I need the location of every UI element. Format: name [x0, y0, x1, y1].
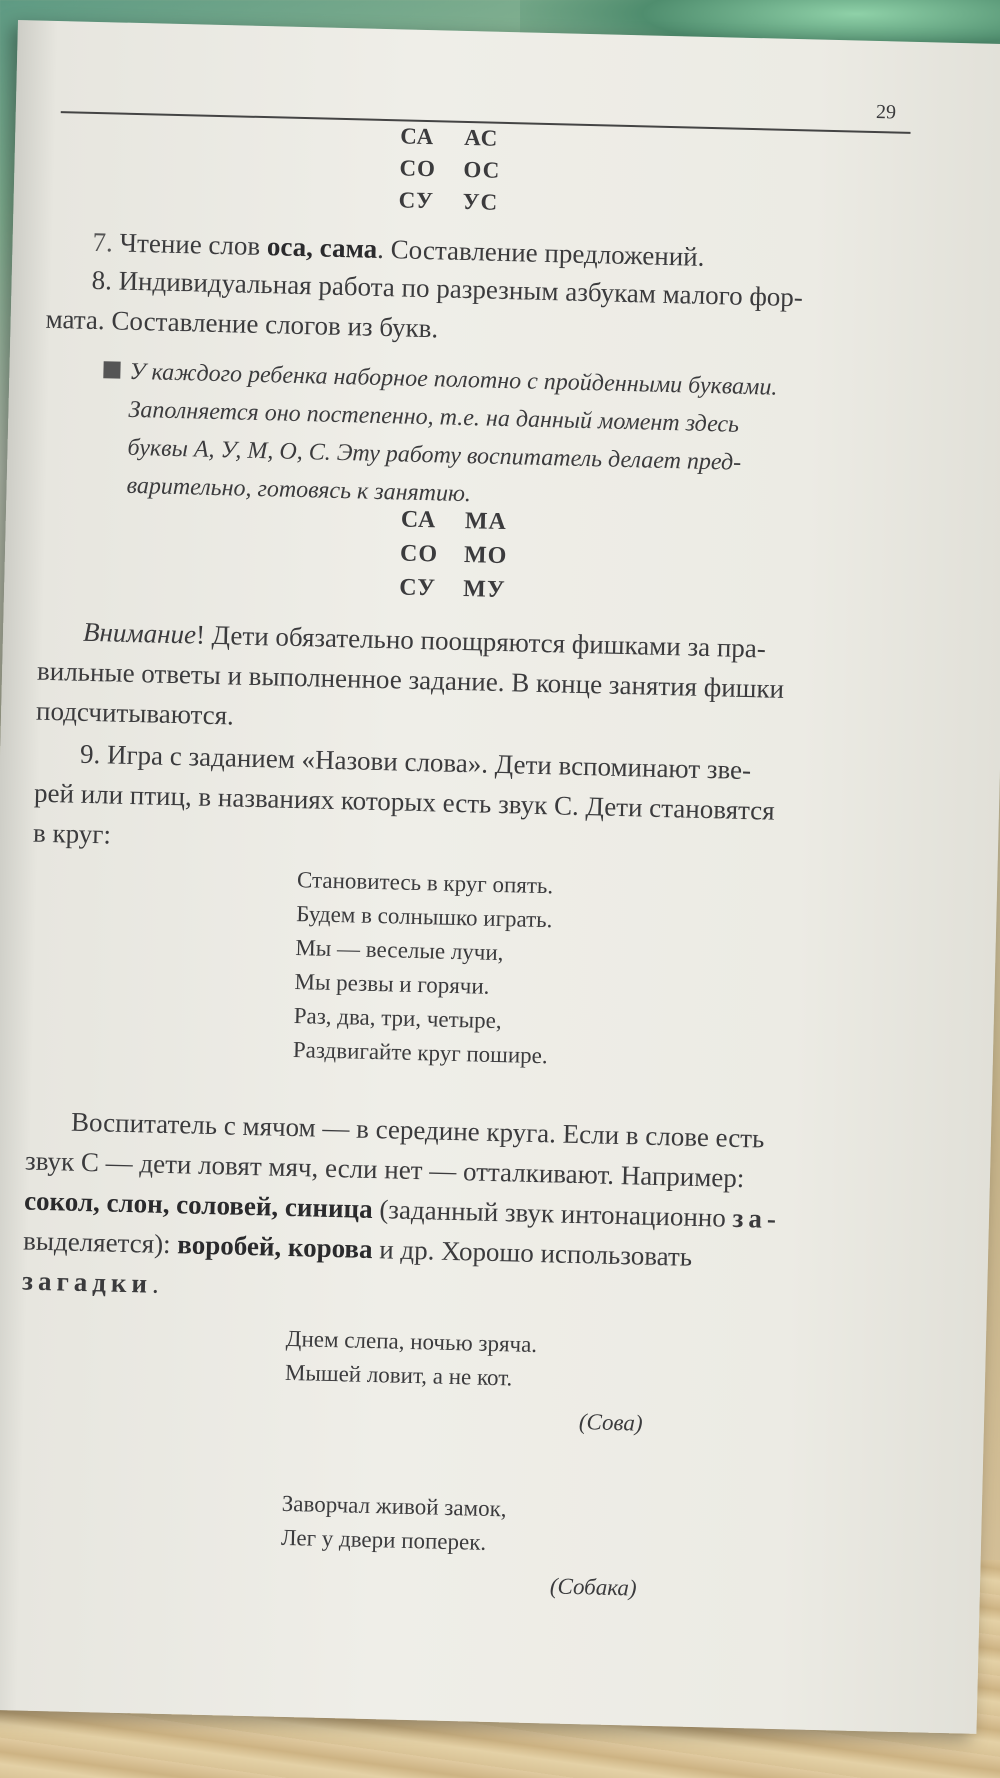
- book-page: [0, 20, 1000, 1734]
- syllable: СО: [399, 155, 437, 182]
- syllable: СУ: [398, 187, 435, 214]
- syllable: СО: [399, 540, 439, 568]
- syllable-table-middle: [399, 505, 529, 606]
- page-number: 29: [875, 100, 897, 124]
- paragraph-7: 7. Чтение слов оса, сама. Составление предложений.: [92, 226, 705, 272]
- syllable: МО: [463, 542, 508, 570]
- syllable: СУ: [398, 574, 437, 602]
- syllable: АС: [463, 124, 499, 151]
- riddle-dog-answer: (Собака): [549, 1573, 637, 1601]
- circle-poem: Становитесь в круг опять. Будем в солнышко играть. Мы — веселые лучи, Мы резвы и горячи. Раз, два, три, четыре, Раздвигайте круг пошире.: [292, 867, 554, 1069]
- riddle-owl: Днем слепа, ночью зряча. Мышей ловит, а не кот.: [284, 1325, 538, 1391]
- riddle-dog: Заворчал живой замок, Лег у двери поперек.: [280, 1490, 507, 1555]
- syllable: ОС: [463, 156, 501, 183]
- teacher-paragraph: Воспитатель с мячом — в середине круга. Если в слове есть звук С — дети ловят мяч, если нет — отталкивают. Например: сокол, слон, соловей, синица (заданный звук интонационно за- выделяется): воробей, корова и др. Хорошо использовать загадки.: [21, 1106, 782, 1299]
- syllable: МУ: [462, 576, 506, 604]
- paragraph-9: 9. Игра с заданием «Назови слова». Дети вспоминают зве- рей или птиц, в названиях которых есть звук С. Дети становятся в круг:: [32, 738, 775, 850]
- syllable-table-top: [398, 121, 528, 218]
- note-bullet-icon: [103, 361, 120, 378]
- syllable: УС: [462, 188, 499, 215]
- syllable: СА: [399, 123, 435, 150]
- attention-paragraph: Внимание! Дети обязательно поощряются фишками за пра- вильные ответы и выполненное задание. В конце занятия фишки подсчитываются.: [35, 616, 785, 731]
- riddle-owl-answer: (Сова): [578, 1409, 643, 1436]
- syllable: МА: [464, 508, 508, 536]
- syllable: СА: [400, 506, 437, 534]
- teacher-note: У каждого ребенка наборное полотно с пройденными буквами. Заполняется оно постепенно, т.е. на данный момент здесь буквы А, У, М, О, С. Эту работу воспитатель делает пред- варительно, готовясь к занятию.: [126, 353, 949, 525]
- attention-word: Внимание: [82, 616, 197, 650]
- paragraph-8: 8. Индивидуальная работа по разрезным азбукам малого фор- мата. Составление слогов из букв.: [45, 264, 804, 344]
